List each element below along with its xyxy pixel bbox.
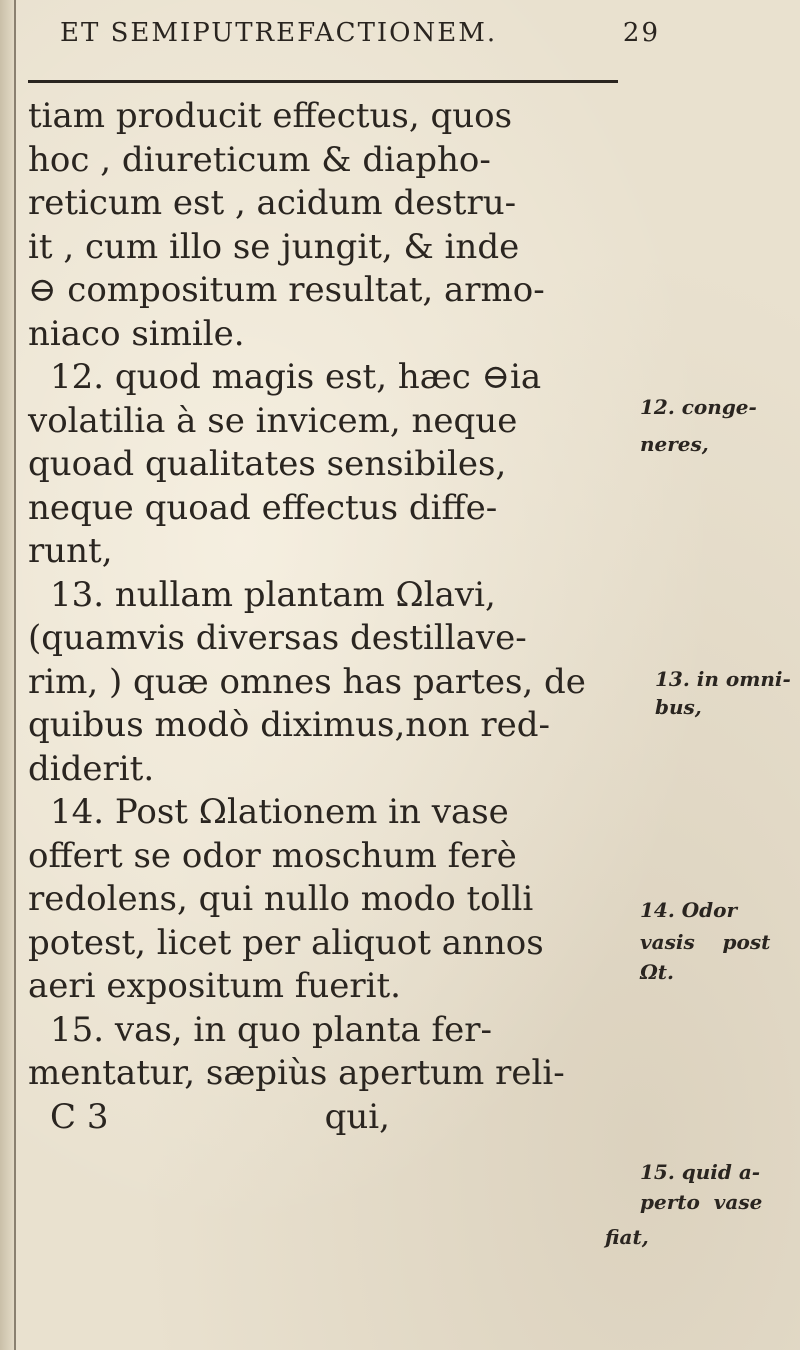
- margin-note: vasis post: [640, 930, 771, 954]
- text-line: quoad qualitates sensibiles,: [28, 444, 507, 484]
- text-line: potest, licet per aliquot annos: [28, 922, 544, 963]
- running-header: [60, 18, 660, 48]
- text-line: 13. nullam plantam Ωlavi,: [50, 574, 496, 615]
- margin-note: fiat,: [605, 1225, 649, 1249]
- catchword-line: C 3 qui,: [50, 1096, 390, 1137]
- text-line: reticum est , acidum destru-: [28, 183, 517, 223]
- text-line: ⊖ compositum resultat, armo-: [28, 270, 545, 310]
- text-line: aeri expositum fuerit.: [28, 966, 401, 1006]
- text-line: (quamvis diversas destillave-: [28, 618, 527, 658]
- text-line: neque quoad effectus diffe-: [28, 487, 498, 528]
- text-line: runt,: [28, 531, 113, 571]
- main-text-column: [28, 95, 623, 1139]
- margin-note: 13. in omni-: [655, 667, 791, 691]
- text-line: diderit.: [28, 748, 155, 789]
- margin-note: 14. Odor: [640, 898, 738, 922]
- margin-note: 15. quid a-: [640, 1160, 761, 1184]
- header-rule: [28, 80, 618, 83]
- text-line: redolens, qui nullo modo tolli: [28, 879, 534, 919]
- text-line: volatilia à se invicem, neque: [28, 400, 518, 441]
- margin-note: Ωt.: [640, 960, 675, 984]
- text-line: quibus modò diximus,non red-: [28, 705, 550, 745]
- margin-note: neres,: [640, 432, 709, 456]
- text-line: offert se odor moschum ferè: [28, 835, 517, 876]
- margin-note: bus,: [655, 695, 702, 719]
- margin-note: 12. conge-: [640, 395, 757, 419]
- text-line: hoc , diureticum & diapho-: [28, 139, 491, 180]
- margin-note: perto vase: [640, 1190, 763, 1214]
- text-line: 14. Post Ωlationem in vase: [50, 792, 509, 832]
- running-title: ET SEMIPUTREFACTIONEM.: [60, 18, 498, 48]
- text-line: mentatur, sæpiùs apertum reli-: [28, 1053, 565, 1093]
- text-line: it , cum illo se jungit, & inde: [28, 226, 520, 267]
- page-gutter: [0, 0, 16, 1350]
- text-line: rim, ) quæ omnes has partes, de: [28, 661, 586, 702]
- text-line: tiam producit effectus, quos: [28, 96, 513, 136]
- text-line: 12. quod magis est, hæc ⊖ia: [50, 357, 542, 397]
- text-line: niaco simile.: [28, 313, 245, 354]
- page-number: 29: [622, 18, 660, 48]
- text-line: 15. vas, in quo planta fer-: [50, 1009, 492, 1050]
